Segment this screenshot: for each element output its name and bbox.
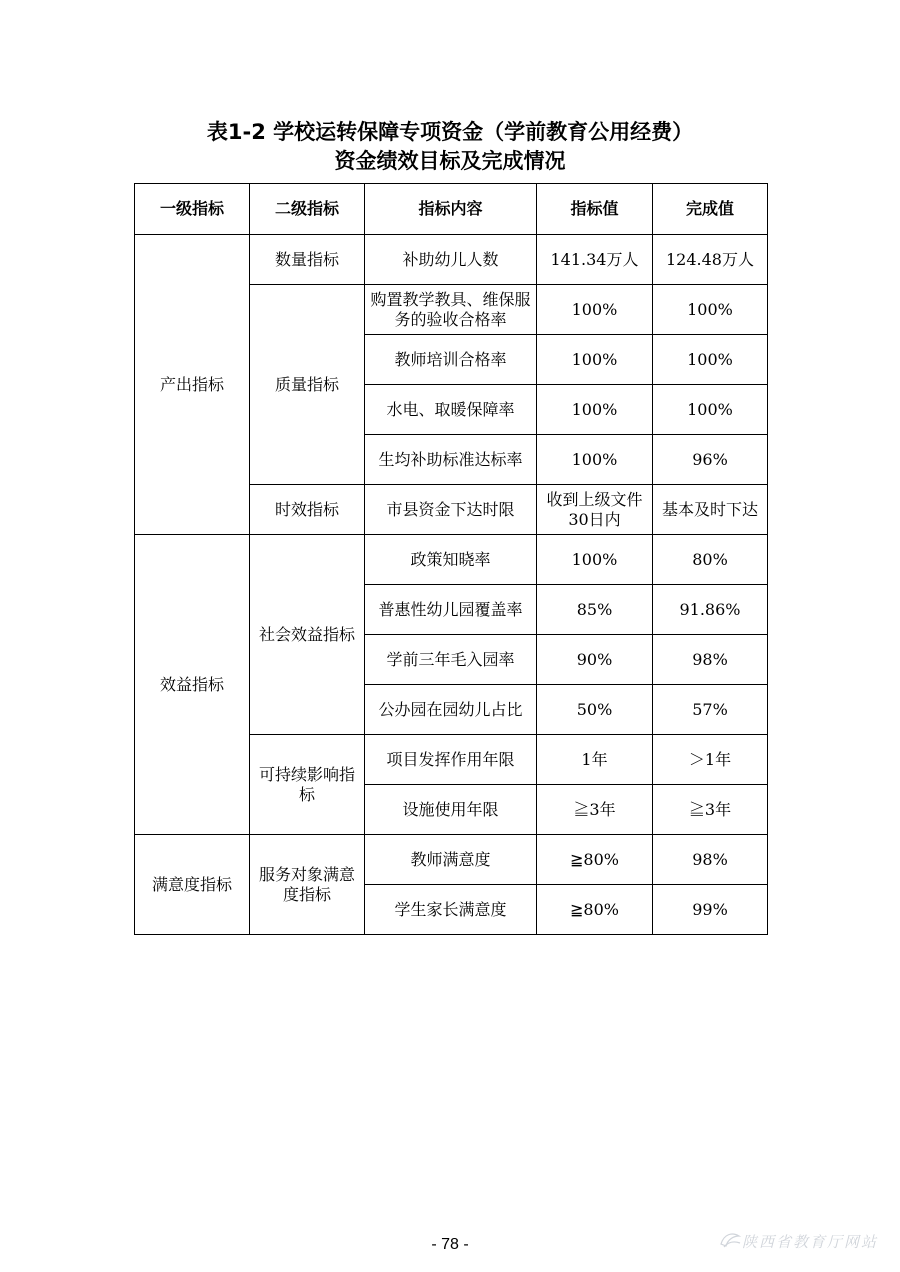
target-cell: 141.34万人 — [537, 235, 653, 285]
target-cell: 90% — [537, 635, 653, 685]
target-cell: 100% — [537, 435, 653, 485]
performance-table — [134, 183, 768, 935]
actual-cell: 96% — [653, 435, 768, 485]
target-cell: 50% — [537, 685, 653, 735]
actual-cell: 98% — [653, 635, 768, 685]
target-cell: ≧80% — [537, 885, 653, 935]
actual-cell: 98% — [653, 835, 768, 885]
actual-cell: 100% — [653, 285, 768, 335]
content-cell: 普惠性幼儿园覆盖率 — [365, 585, 537, 635]
target-cell: 85% — [537, 585, 653, 635]
actual-cell: 100% — [653, 335, 768, 385]
header-content: 指标内容 — [365, 184, 537, 235]
target-cell: 1年 — [537, 735, 653, 785]
actual-cell: ＞1年 — [653, 735, 768, 785]
table-title-line2: 资金绩效目标及完成情况 — [334, 149, 566, 173]
actual-cell: 57% — [653, 685, 768, 735]
content-cell: 教师满意度 — [365, 835, 537, 885]
level1-cell: 产出指标 — [135, 235, 250, 535]
watermark-text: 陕西省教育厅网站 — [742, 1233, 879, 1251]
level2-cell: 质量指标 — [250, 285, 365, 485]
target-cell: ≧3年 — [537, 785, 653, 835]
actual-cell: 124.48万人 — [653, 235, 768, 285]
content-cell: 水电、取暖保障率 — [365, 385, 537, 435]
actual-cell: 99% — [653, 885, 768, 935]
level2-cell: 数量指标 — [250, 235, 365, 285]
header-level1: 一级指标 — [135, 184, 250, 235]
content-cell: 购置教学教具、维保服务的验收合格率 — [365, 285, 537, 335]
content-cell: 生均补助标准达标率 — [365, 435, 537, 485]
level2-cell: 时效指标 — [250, 485, 365, 535]
table-title-line1: 表1-2 学校运转保障专项资金（学前教育公用经费） — [206, 120, 694, 144]
header-actual: 完成值 — [653, 184, 768, 235]
content-cell: 市县资金下达时限 — [365, 485, 537, 535]
target-cell: 100% — [537, 285, 653, 335]
level2-cell: 服务对象满意度指标 — [250, 835, 365, 935]
header-level2: 二级指标 — [250, 184, 365, 235]
target-cell: 100% — [537, 385, 653, 435]
header-row — [135, 184, 768, 235]
actual-cell: 80% — [653, 535, 768, 585]
target-cell: ≧80% — [537, 835, 653, 885]
target-cell: 收到上级文件30日内 — [537, 485, 653, 535]
actual-cell: 基本及时下达 — [653, 485, 768, 535]
header-target: 指标值 — [537, 184, 653, 235]
level2-cell: 可持续影响指标 — [250, 735, 365, 835]
target-cell: 100% — [537, 535, 653, 585]
actual-cell: 91.86% — [653, 585, 768, 635]
content-cell: 补助幼儿人数 — [365, 235, 537, 285]
content-cell: 设施使用年限 — [365, 785, 537, 835]
actual-cell: ≧3年 — [653, 785, 768, 835]
content-cell: 学前三年毛入园率 — [365, 635, 537, 685]
level1-cell: 效益指标 — [135, 535, 250, 835]
target-cell: 100% — [537, 335, 653, 385]
level1-cell: 满意度指标 — [135, 835, 250, 935]
table-row — [135, 535, 768, 585]
content-cell: 项目发挥作用年限 — [365, 735, 537, 785]
watermark-logo-icon — [718, 1228, 742, 1250]
table-row — [135, 235, 768, 285]
content-cell: 教师培训合格率 — [365, 335, 537, 385]
actual-cell: 100% — [653, 385, 768, 435]
content-cell: 学生家长满意度 — [365, 885, 537, 935]
table-row — [135, 835, 768, 885]
content-cell: 政策知晓率 — [365, 535, 537, 585]
content-cell: 公办园在园幼儿占比 — [365, 685, 537, 735]
level2-cell: 社会效益指标 — [250, 535, 365, 735]
page-number: - 78 - — [431, 1236, 469, 1253]
